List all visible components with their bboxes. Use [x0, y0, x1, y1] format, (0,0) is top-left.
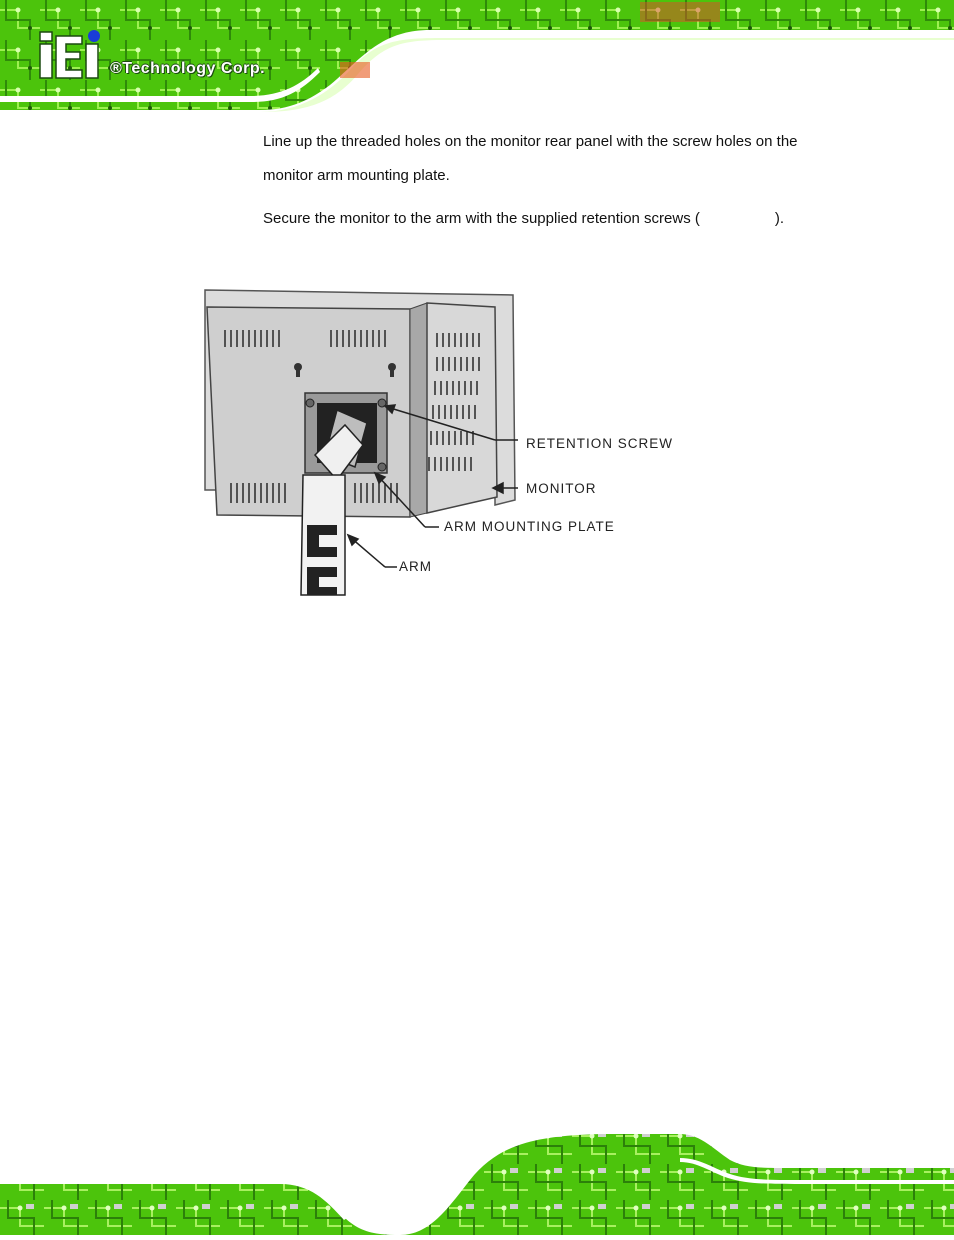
pcb-footer-graphic: [0, 1128, 954, 1235]
logo-text: ®Technology Corp.: [110, 60, 266, 77]
pcb-header-graphic: [0, 0, 954, 112]
step-2-text: Secure the monitor to the arm with the supplied retention screws ( ).: [263, 210, 785, 227]
label-arm-mounting-plate: ARM MOUNTING PLATE: [444, 519, 615, 534]
footer-banner: [0, 1128, 954, 1235]
label-monitor: MONITOR: [526, 481, 597, 496]
monitor-arm-figure: [195, 285, 695, 600]
label-arm: ARM: [399, 559, 432, 574]
header-banner: [0, 0, 954, 112]
label-retention-screw: RETENTION SCREW: [526, 436, 674, 451]
iei-logo-icon: [38, 28, 108, 80]
step-1-text: Line up the threaded holes on the monitor rear panel with the screw holes on the monitor arm mounting plate.: [263, 133, 798, 184]
